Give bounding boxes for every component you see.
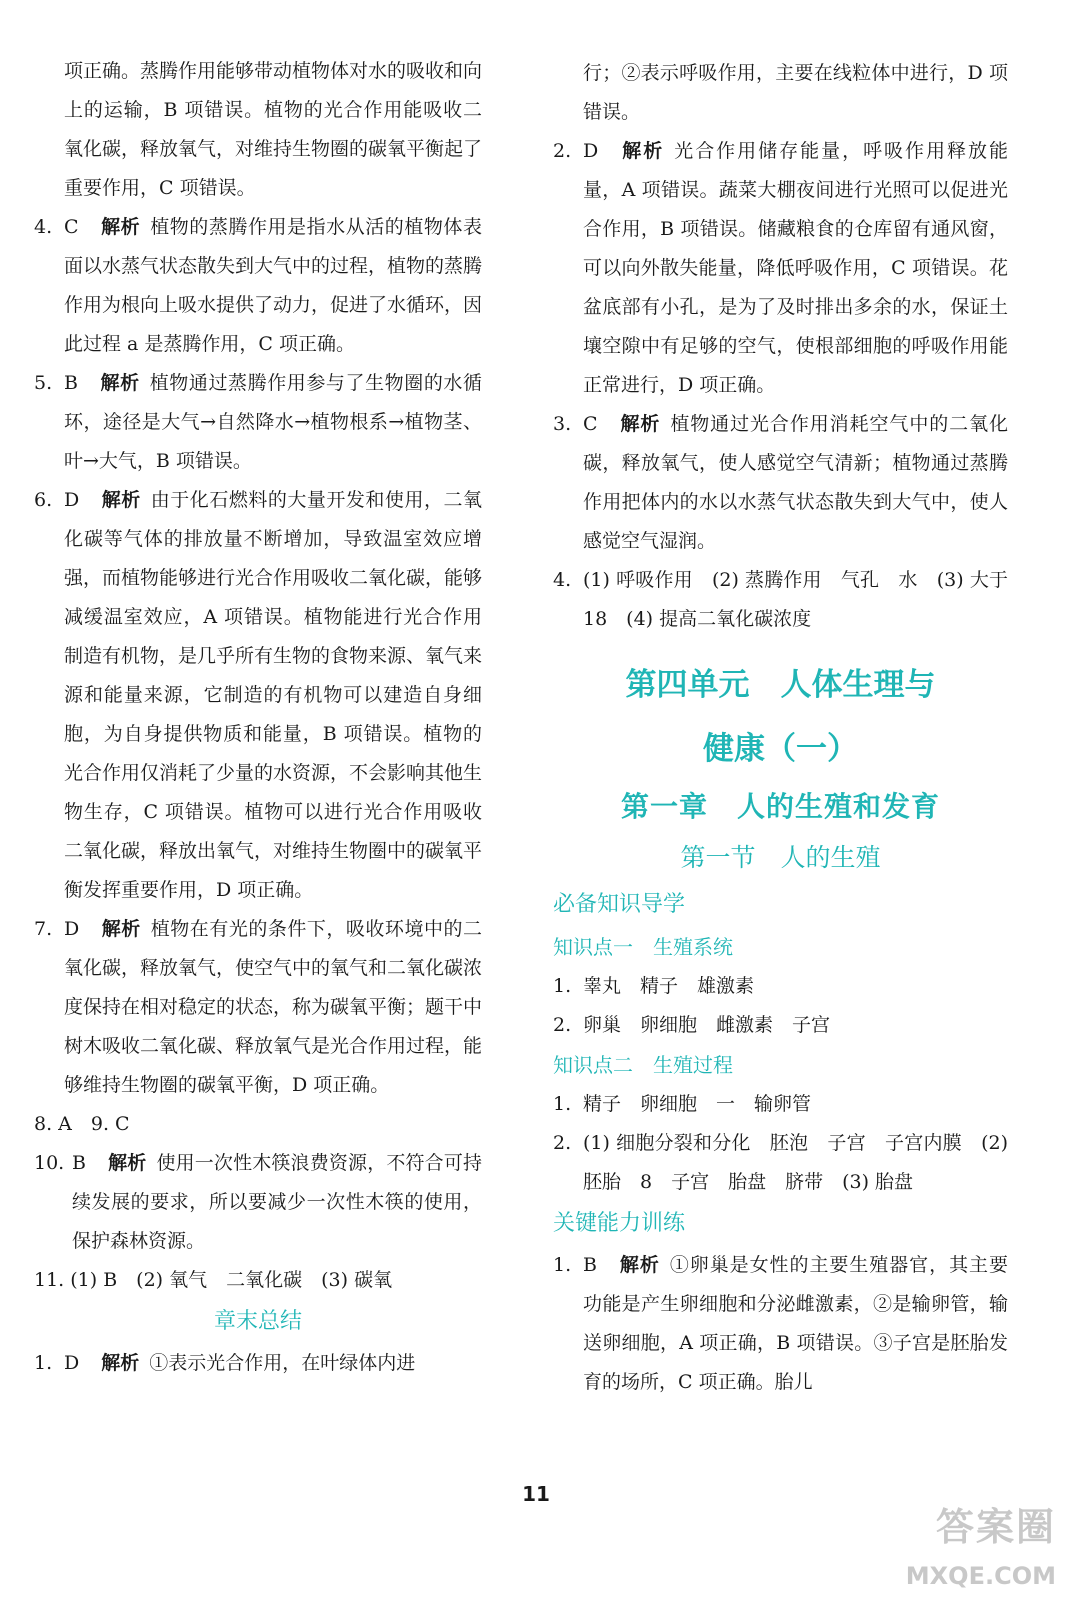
answer-text: 睾丸 精子 雄激素 xyxy=(583,975,755,997)
analysis-label: 解析 xyxy=(619,413,661,435)
chapter-summary-heading: 章末总结 xyxy=(213,1309,302,1334)
item-number: 3. xyxy=(553,413,572,435)
answer-line-11: 11. (1) B (2) 氧气 二氧化碳 (3) 碳氧 xyxy=(34,1269,393,1291)
answer-text: 卵巢 卵细胞 雌激素 子宫 xyxy=(583,1014,831,1036)
kp1-item-2 xyxy=(553,1006,1008,1045)
summary-item-1 xyxy=(34,1344,482,1383)
knowledge-point-2: 知识点二 生殖过程 xyxy=(553,1053,733,1077)
analysis-label: 解析 xyxy=(101,1352,140,1374)
analysis-text: 使用一次性木筷浪费资源，不符合可持续发展的要求，所以要减少一次性木筷的使用，保护森林资源。 xyxy=(72,1152,482,1252)
summary-item-3 xyxy=(553,405,1008,561)
analysis-text: 由于化石燃料的大量开发和使用，二氧化碳等气体的排放量不断增加，导致温室效应增强，而植物能够进行光合作用吸收二氧化碳，能够减缓温室效应，A 项错误。植物能进行光合作用制造有机物，是几乎所有生物的食物来源、氧气来源和能量来源，它制造的有机物可以建造自身细胞，为自身提供物质和能量，B 项错误。植物的光合作用仅消耗了少量的水资源，不会影响其他生物生存，C 项错误。植物可以进行光合作用吸收二氧化碳，释放出氧气，对维持生物圈中的碳氧平衡发挥重要作用，D 项正确。 xyxy=(64,489,483,901)
item-number: 1. xyxy=(553,1093,572,1115)
analysis-text: 植物在有光的条件下，吸收环境中的二氧化碳，释放氧气，使空气中的氧气和二氧化碳浓度保持在相对稳定的状态，称为碳氧平衡；题干中树木吸收二氧化碳、释放氧气是光合作用过程，能够维持生物圈的碳氧平衡，D 项正确。 xyxy=(64,918,483,1096)
answer-choice: D xyxy=(64,1352,80,1374)
answer-item-5 xyxy=(34,364,482,481)
section-title: 第一节 人的生殖 xyxy=(680,843,881,872)
answer-choice: D xyxy=(64,918,80,940)
item-number: 4. xyxy=(34,216,53,238)
analysis-label: 解析 xyxy=(107,1152,147,1174)
unit-title-line-1: 第四单元 人体生理与 xyxy=(625,667,936,703)
unit-title-line-2: 健康（一） xyxy=(703,731,858,767)
subtitle-knowledge-guide: 必备知识导学 xyxy=(553,892,686,917)
analysis-text: ①表示光合作用，在叶绿体内进 xyxy=(149,1352,416,1374)
item-number: 10. xyxy=(34,1152,65,1174)
answer-continuation: 项正确。蒸腾作用能够带动植物体对水的吸收和向上的运输，B 项错误。植物的光合作用能吸收二氧化碳，释放氧气，对维持生物圈的碳氧平衡起了重要作用，C 项错误。 xyxy=(64,60,483,199)
watermark-logo-text: 答案圈 xyxy=(935,1505,1056,1549)
item-number: 6. xyxy=(34,489,53,511)
analysis-label: 解析 xyxy=(100,216,141,238)
answer-choice: C xyxy=(583,413,598,435)
subtitle-key-skills: 关键能力训练 xyxy=(553,1211,686,1236)
analysis-label: 解析 xyxy=(99,372,140,394)
analysis-text: 植物通过蒸腾作用参与了生物圈的水循环，途径是大气→自然降水→植物根系→植物茎、叶→大气，B 项错误。 xyxy=(64,372,482,472)
analysis-label: 解析 xyxy=(101,918,141,940)
item-number: 5. xyxy=(34,372,53,394)
item-number: 2. xyxy=(553,1014,572,1036)
item-number: 1. xyxy=(553,975,572,997)
answer-item-4 xyxy=(34,208,482,364)
answer-continuation: 行；②表示呼吸作用，主要在线粒体中进行，D 项错误。 xyxy=(583,62,1008,123)
answer-choice: D xyxy=(583,140,599,162)
knowledge-point-1: 知识点一 生殖系统 xyxy=(553,935,733,959)
kp2-item-1 xyxy=(553,1085,1008,1124)
answer-choice: B xyxy=(64,372,78,394)
analysis-label: 解析 xyxy=(101,489,141,511)
kp2-item-2 xyxy=(553,1124,1008,1202)
analysis-text: 植物的蒸腾作用是指水从活的植物体表面以水蒸气状态散失到大气中的过程，植物的蒸腾作用为根向上吸水提供了动力，促进了水循环，因此过程 a 是蒸腾作用，C 项正确。 xyxy=(64,216,483,355)
item-number: 4. xyxy=(553,569,572,591)
answer-choice: B xyxy=(72,1152,86,1174)
analysis-text: 植物通过光合作用消耗空气中的二氧化碳，释放氧气，使人感觉空气清新；植物通过蒸腾作用把体内的水以水蒸气状态散失到大气中，使人感觉空气湿润。 xyxy=(583,413,1008,552)
kp1-item-1 xyxy=(553,967,1008,1006)
answer-item-7 xyxy=(34,910,482,1105)
right-column xyxy=(553,52,1028,1402)
analysis-label: 解析 xyxy=(618,1254,660,1276)
answer-text: (1) 细胞分裂和分化 胚泡 子宫 子宫内膜 (2) 胚胎 8 子宫 胎盘 脐带 (3) 胎盘 xyxy=(583,1132,1008,1193)
page-number: 11 xyxy=(522,1482,550,1506)
answer-text: (1) 呼吸作用 (2) 蒸腾作用 气孔 水 (3) 大于 18 (4) 提高二氧化碳浓度 xyxy=(583,569,1028,630)
site-watermark xyxy=(905,1492,1060,1592)
watermark-url: MXQE.COM xyxy=(905,1562,1056,1590)
item-number: 1. xyxy=(553,1254,572,1276)
answer-item-10 xyxy=(34,1144,482,1261)
chapter-title: 第一章 人的生殖和发育 xyxy=(620,790,940,823)
answer-choice: D xyxy=(64,489,80,511)
item-number: 2. xyxy=(553,140,572,162)
analysis-text: ①卵巢是女性的主要生殖器官，其主要功能是产生卵细胞和分泌雌激素，②是输卵管，输送卵细胞，A 项正确，B 项错误。③子宫是胚胎发育的场所，C 项正确。胎儿 xyxy=(583,1254,1008,1393)
answer-line-8-9: 8. A 9. C xyxy=(34,1113,130,1135)
skills-item-1 xyxy=(553,1246,1008,1402)
answer-text: 精子 卵细胞 一 输卵管 xyxy=(583,1093,812,1115)
item-number: 7. xyxy=(34,918,53,940)
item-number: 2. xyxy=(553,1132,572,1154)
summary-item-4 xyxy=(553,561,1028,639)
answer-item-6 xyxy=(34,481,482,910)
answer-choice: C xyxy=(64,216,79,238)
answer-choice: B xyxy=(583,1254,597,1276)
summary-item-2 xyxy=(553,132,1008,405)
item-number: 1. xyxy=(34,1352,53,1374)
analysis-label: 解析 xyxy=(620,140,665,162)
left-column xyxy=(34,52,482,1383)
analysis-text: 光合作用储存能量，呼吸作用释放能量，A 项错误。蔬菜大棚夜间进行光照可以促进光合作用，B 项错误。储藏粮食的仓库留有通风窗，可以向外散失能量，降低呼吸作用，C 项错误。花盆底部有小孔，是为了及时排出多余的水，保证土壤空隙中有足够的空气，使根部细胞的呼吸作用能正常进行，D 项正确。 xyxy=(583,140,1008,396)
